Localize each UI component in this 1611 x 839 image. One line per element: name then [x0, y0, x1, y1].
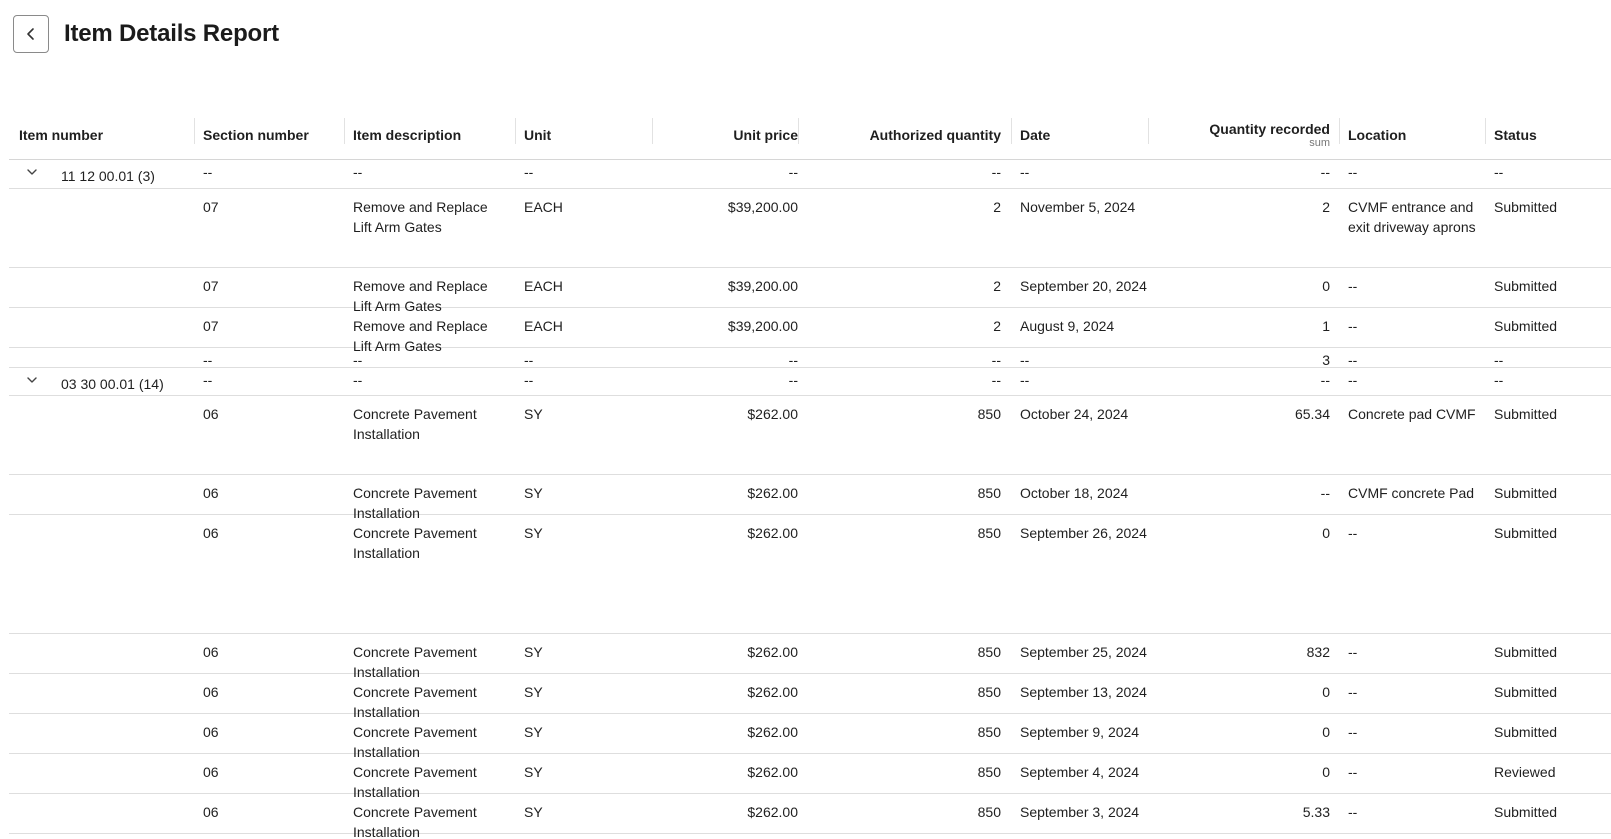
cell-authorized-quantity: --: [991, 164, 1001, 180]
cell-status: --: [1494, 352, 1504, 368]
cell-unit: SY: [524, 724, 543, 740]
cell-unit-price: --: [788, 352, 798, 368]
cell-authorized-quantity: 850: [977, 684, 1001, 700]
cell-unit: SY: [524, 764, 543, 780]
table-row: [9, 475, 1611, 521]
table-row: [9, 754, 1611, 800]
cell-date: September 4, 2024: [1020, 764, 1140, 780]
cell-unit: EACH: [524, 199, 563, 215]
column-header-date[interactable]: [1011, 110, 1155, 160]
cell-quantity-recorded: 0: [1322, 724, 1330, 740]
cell-date: September 3, 2024: [1020, 804, 1140, 820]
column-header-section-number[interactable]: [194, 110, 338, 160]
cell-item-description: Remove and Replace Lift Arm Gates: [353, 318, 488, 354]
cell-section-number: 06: [203, 764, 219, 780]
cell-unit-price: $262.00: [747, 804, 798, 820]
cell-unit: SY: [524, 406, 543, 422]
page-header: [13, 15, 279, 53]
table-row: [9, 268, 1611, 314]
cell-quantity-recorded: 5.33: [1302, 804, 1330, 820]
cell-status: Submitted: [1494, 804, 1558, 820]
cell-section-number: 06: [203, 485, 219, 501]
chevron-down-icon[interactable]: [25, 165, 39, 179]
cell-status: Submitted: [1494, 684, 1558, 700]
table-row: [9, 634, 1611, 680]
cell-authorized-quantity: 2: [993, 278, 1001, 294]
cell-section-number: 06: [203, 804, 219, 820]
cell-item-description: --: [353, 164, 363, 180]
cell-authorized-quantity: 850: [977, 804, 1001, 820]
cell-quantity-recorded: 0: [1322, 684, 1330, 700]
chevron-left-icon: [24, 27, 38, 41]
cell-date: November 5, 2024: [1020, 199, 1136, 215]
table-row: [9, 396, 1611, 475]
cell-item-description: Concrete Pavement Installation: [353, 764, 477, 800]
cell-unit-price: --: [788, 372, 798, 388]
cell-item-number: 03 30 00.01 (14): [61, 376, 164, 392]
column-header-label: Date: [1020, 127, 1051, 143]
cell-section-number: 06: [203, 644, 219, 660]
cell-unit-price: $262.00: [747, 724, 798, 740]
cell-location: CVMF entrance and exit driveway aprons: [1348, 199, 1476, 235]
column-header-item-description[interactable]: [344, 110, 509, 160]
group-row[interactable]: [9, 368, 1611, 396]
group-row[interactable]: [9, 160, 1611, 189]
cell-unit: --: [524, 164, 534, 180]
column-header-label: Item number: [19, 127, 104, 143]
cell-status: Reviewed: [1494, 764, 1556, 780]
cell-location: --: [1348, 318, 1358, 334]
cell-quantity-recorded: 2: [1322, 199, 1330, 215]
cell-quantity-recorded: --: [1320, 485, 1330, 501]
column-header-status[interactable]: [1485, 110, 1611, 160]
page-title: Item Details Report: [64, 20, 279, 47]
cell-location: --: [1348, 764, 1358, 780]
column-header-label: Section number: [203, 127, 309, 143]
cell-location: --: [1348, 164, 1358, 180]
cell-status: --: [1494, 164, 1504, 180]
column-header-label: Quantity recorded: [1209, 121, 1330, 137]
cell-item-description: --: [353, 372, 363, 388]
table-row: [9, 515, 1611, 634]
cell-unit-price: $39,200.00: [727, 199, 798, 215]
column-header-unit-price[interactable]: [652, 110, 798, 160]
cell-authorized-quantity: 850: [977, 525, 1001, 541]
cell-section-number: 07: [203, 318, 219, 334]
cell-authorized-quantity: --: [991, 352, 1001, 368]
report-table: [9, 110, 1611, 839]
column-header-label: Unit: [524, 127, 552, 143]
cell-unit: EACH: [524, 318, 563, 334]
cell-date: September 25, 2024: [1020, 644, 1147, 660]
cell-section-number: 06: [203, 525, 219, 541]
table-row: [9, 794, 1611, 839]
chevron-down-icon[interactable]: [25, 373, 39, 387]
cell-status: Submitted: [1494, 525, 1558, 541]
table-row: [9, 189, 1611, 268]
cell-quantity-recorded: 832: [1306, 644, 1330, 660]
column-header-label: Unit price: [733, 127, 798, 143]
cell-date: September 20, 2024: [1020, 278, 1147, 294]
cell-status: Submitted: [1494, 199, 1558, 215]
cell-item-number: 11 12 00.01 (3): [61, 168, 155, 184]
cell-item-description: Remove and Replace Lift Arm Gates: [353, 199, 488, 235]
cell-location: --: [1348, 644, 1358, 660]
cell-item-description: Concrete Pavement Installation: [353, 684, 477, 720]
cell-unit: SY: [524, 684, 543, 700]
cell-unit-price: $262.00: [747, 644, 798, 660]
column-header-location[interactable]: [1339, 110, 1483, 160]
cell-unit: SY: [524, 485, 543, 501]
cell-unit-price: $39,200.00: [727, 318, 798, 334]
column-header-quantity-recorded[interactable]: [1148, 110, 1330, 160]
cell-item-description: Concrete Pavement Installation: [353, 525, 477, 561]
cell-item-description: Remove and Replace Lift Arm Gates: [353, 278, 488, 314]
column-header-label: Location: [1348, 127, 1407, 143]
column-header-item-number[interactable]: [19, 110, 189, 160]
cell-location: --: [1348, 372, 1358, 388]
cell-authorized-quantity: 850: [977, 485, 1001, 501]
cell-status: Submitted: [1494, 724, 1558, 740]
cell-authorized-quantity: 850: [977, 406, 1001, 422]
column-header-label: Item description: [353, 127, 462, 143]
cell-location: --: [1348, 804, 1358, 820]
cell-date: September 26, 2024: [1020, 525, 1147, 541]
cell-authorized-quantity: 2: [993, 199, 1001, 215]
cell-item-description: --: [353, 352, 363, 368]
cell-date: September 13, 2024: [1020, 684, 1147, 700]
table-row: [9, 674, 1611, 720]
cell-status: Submitted: [1494, 318, 1558, 334]
cell-unit-price: $262.00: [747, 485, 798, 501]
cell-unit: SY: [524, 644, 543, 660]
cell-authorized-quantity: 850: [977, 764, 1001, 780]
cell-quantity-recorded: 1: [1322, 318, 1330, 334]
column-header-authorized-quantity[interactable]: [798, 110, 1001, 160]
cell-unit: --: [524, 372, 534, 388]
cell-status: --: [1494, 372, 1504, 388]
cell-location: --: [1348, 684, 1358, 700]
cell-quantity-recorded: 0: [1322, 764, 1330, 780]
column-header-label: Status: [1494, 127, 1537, 143]
cell-date: --: [1020, 352, 1030, 368]
cell-unit-price: --: [788, 164, 798, 180]
back-button[interactable]: [13, 15, 49, 53]
table-row: [9, 308, 1611, 354]
cell-item-description: Concrete Pavement Installation: [353, 406, 477, 442]
cell-date: August 9, 2024: [1020, 318, 1115, 334]
cell-unit: EACH: [524, 278, 563, 294]
cell-date: --: [1020, 164, 1030, 180]
cell-authorized-quantity: --: [991, 372, 1001, 388]
cell-unit: --: [524, 352, 534, 368]
table-header-row: [9, 110, 1611, 160]
cell-quantity-recorded: 0: [1322, 278, 1330, 294]
cell-section-number: 07: [203, 199, 219, 215]
cell-date: October 18, 2024: [1020, 485, 1129, 501]
cell-status: Submitted: [1494, 278, 1558, 294]
cell-quantity-recorded: 65.34: [1294, 406, 1330, 422]
cell-quantity-recorded: 0: [1322, 525, 1330, 541]
cell-authorized-quantity: 2: [993, 318, 1001, 334]
group-summary-row: [9, 348, 1611, 368]
cell-unit-price: $39,200.00: [727, 278, 798, 294]
cell-unit-price: $262.00: [747, 406, 798, 422]
table-row: [9, 714, 1611, 760]
cell-unit: SY: [524, 804, 543, 820]
column-header-unit[interactable]: [515, 110, 654, 160]
cell-unit: SY: [524, 525, 543, 541]
cell-section-number: 06: [203, 684, 219, 700]
cell-section-number: --: [203, 352, 213, 368]
cell-section-number: --: [203, 164, 213, 180]
cell-item-description: Concrete Pavement Installation: [353, 724, 477, 760]
cell-unit-price: $262.00: [747, 525, 798, 541]
cell-unit-price: $262.00: [747, 764, 798, 780]
cell-item-description: Concrete Pavement Installation: [353, 485, 477, 521]
cell-date: October 24, 2024: [1020, 406, 1129, 422]
column-aggregate-label: sum: [1309, 137, 1330, 149]
cell-unit-price: $262.00: [747, 684, 798, 700]
cell-date: --: [1020, 372, 1030, 388]
column-header-label: Authorized quantity: [869, 127, 1001, 143]
cell-location: --: [1348, 525, 1358, 541]
cell-quantity-recorded: 3: [1322, 352, 1330, 368]
cell-item-description: Concrete Pavement Installation: [353, 644, 477, 680]
cell-location: Concrete pad CVMF: [1348, 406, 1476, 422]
cell-section-number: 07: [203, 278, 219, 294]
cell-authorized-quantity: 850: [977, 644, 1001, 660]
cell-quantity-recorded: --: [1320, 372, 1330, 388]
cell-quantity-recorded: --: [1320, 164, 1330, 180]
table-body: [9, 160, 1611, 839]
cell-location: CVMF concrete Pad: [1348, 485, 1475, 501]
cell-status: Submitted: [1494, 406, 1558, 422]
cell-item-description: Concrete Pavement Installation: [353, 804, 477, 839]
cell-status: Submitted: [1494, 644, 1558, 660]
cell-authorized-quantity: 850: [977, 724, 1001, 740]
cell-section-number: --: [203, 372, 213, 388]
cell-date: September 9, 2024: [1020, 724, 1140, 740]
cell-section-number: 06: [203, 406, 219, 422]
cell-location: --: [1348, 278, 1358, 294]
cell-section-number: 06: [203, 724, 219, 740]
cell-status: Submitted: [1494, 485, 1558, 501]
cell-location: --: [1348, 724, 1358, 740]
cell-location: --: [1348, 352, 1358, 368]
